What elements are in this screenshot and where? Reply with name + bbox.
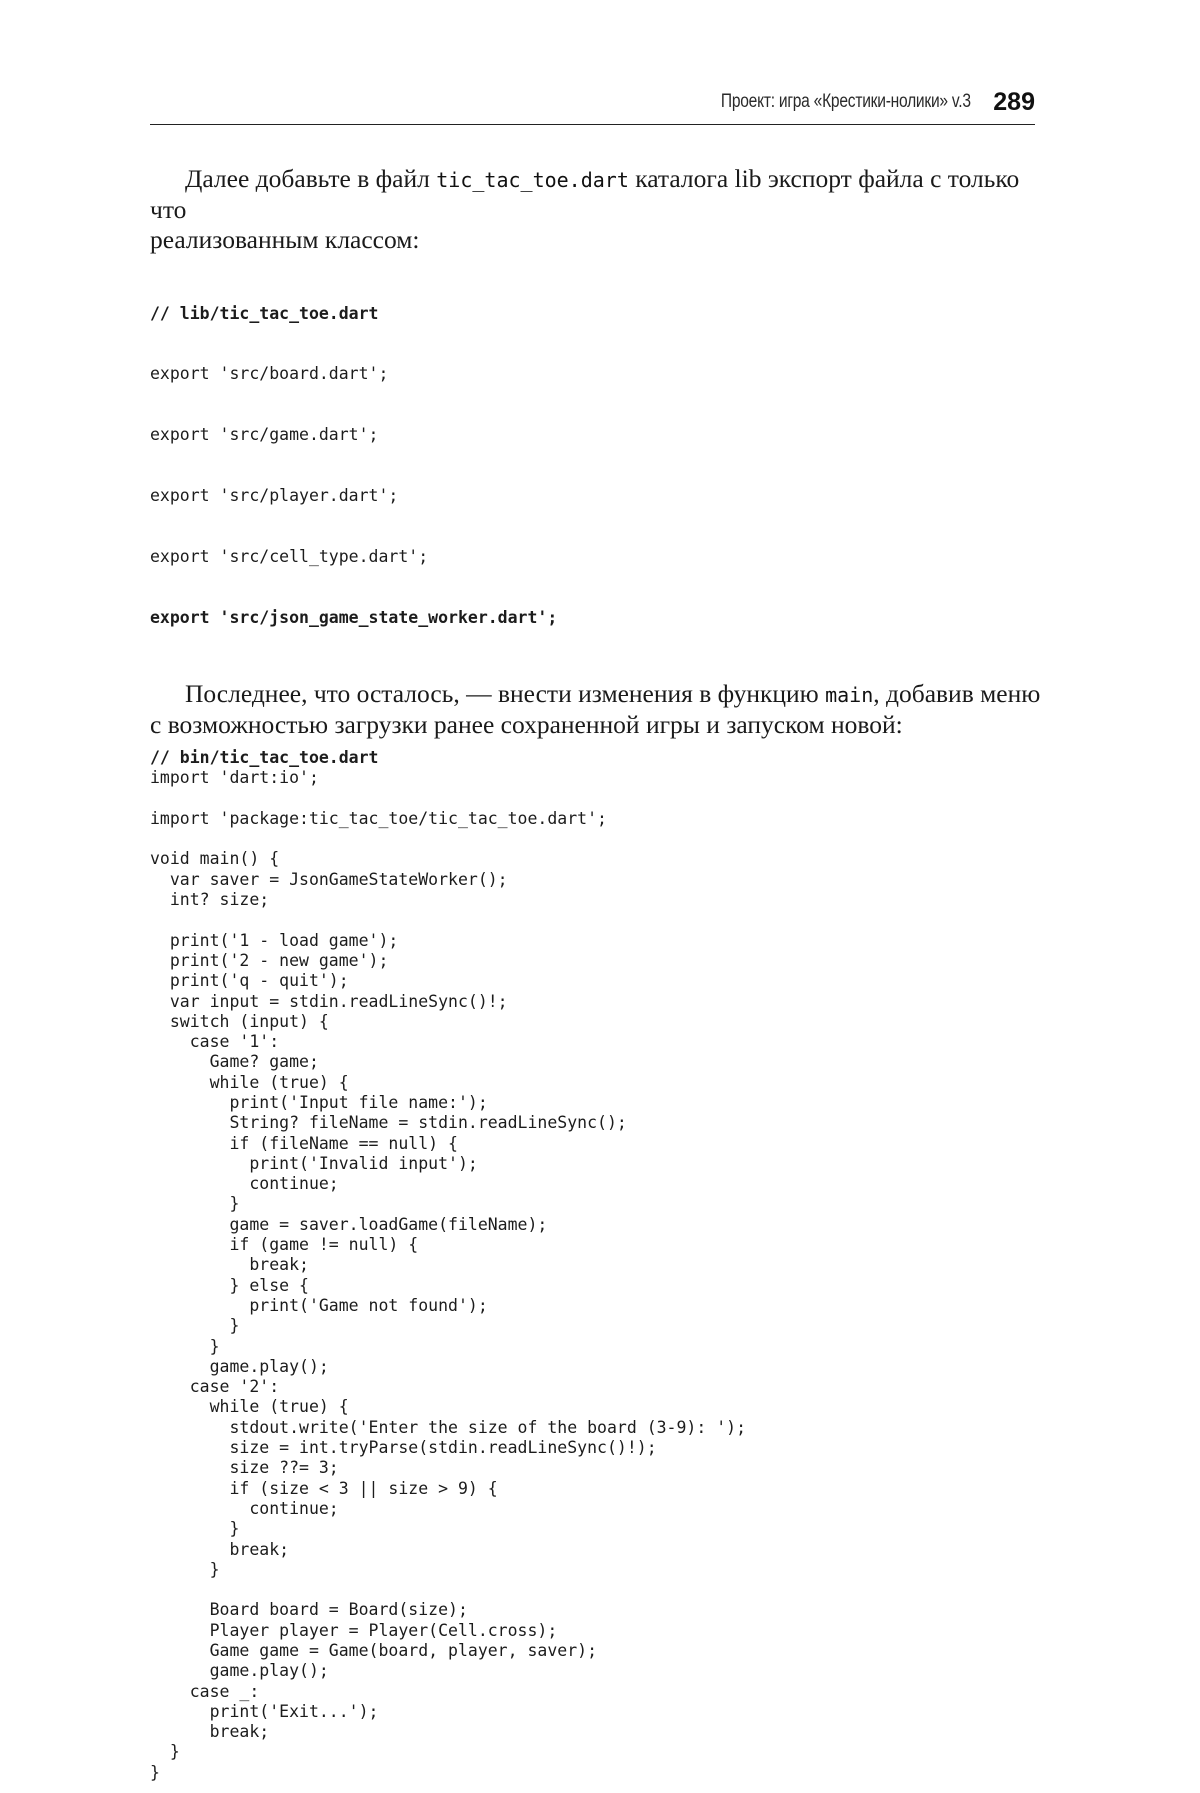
inline-code-main: main — [825, 682, 874, 707]
code-line — [150, 1580, 1045, 1600]
code-line: Board board = Board(size); — [150, 1600, 468, 1620]
code-line: } else { — [150, 1275, 309, 1295]
code-line: print('1 - load game'); — [150, 930, 399, 950]
code-line: print('Invalid input'); — [150, 1153, 478, 1173]
code-line: export 'src/board.dart'; — [150, 364, 389, 384]
running-header — [150, 80, 1035, 125]
code-line: import 'dart:io'; — [150, 768, 319, 788]
code-line: print('q - quit'); — [150, 971, 349, 991]
code-line: if (game != null) { — [150, 1235, 419, 1255]
code-line: size = int.tryParse(stdin.readLineSync()!); — [150, 1438, 657, 1458]
code-line: void main() { — [150, 849, 280, 869]
code-line: var saver = JsonGameStateWorker(); — [150, 869, 508, 889]
text-run: Далее добавьте в файл — [185, 164, 437, 193]
code-line: } — [150, 1316, 240, 1336]
code-line: Game? game; — [150, 1052, 319, 1072]
code-line: while (true) { — [150, 1072, 349, 1092]
paragraph-export-intro — [150, 164, 1045, 255]
code-line: } — [150, 1336, 220, 1356]
code-line: case '2': — [150, 1377, 280, 1397]
code-line: continue; — [150, 1174, 339, 1194]
code-line: break; — [150, 1255, 309, 1275]
code-line — [150, 789, 1045, 809]
code-comment-filename: // bin/tic_tac_toe.dart — [150, 747, 379, 767]
code-line: if (size < 3 || size > 9) { — [150, 1478, 498, 1498]
code-line: export 'src/game.dart'; — [150, 425, 379, 445]
code-line — [150, 829, 1045, 849]
code-line: } — [150, 1742, 180, 1762]
code-line: Player player = Player(Cell.cross); — [150, 1620, 558, 1640]
code-comment-filename: // lib/tic_tac_toe.dart — [150, 303, 379, 323]
code-line: if (fileName == null) { — [150, 1133, 458, 1153]
code-line: Game game = Game(board, player, saver); — [150, 1641, 598, 1660]
code-line: break; — [150, 1539, 290, 1559]
paragraph-line: с возможностью загрузки ранее сохраненной игры и запуском новой: — [150, 709, 903, 739]
code-line: switch (input) { — [150, 1011, 329, 1031]
code-line: case '1': — [150, 1032, 280, 1052]
code-line: export 'src/player.dart'; — [150, 486, 399, 506]
code-line — [150, 910, 1045, 930]
code-line: while (true) { — [150, 1397, 349, 1417]
code-line: print('Exit...'); — [150, 1701, 379, 1721]
running-title: Проект: игра «Крестики-нолики» v.3 — [721, 91, 972, 112]
code-line: size ??= 3; — [150, 1458, 339, 1478]
inline-code-filename: tic_tac_toe.dart — [436, 168, 629, 192]
code-line: print('Input file name:'); — [150, 1092, 488, 1112]
code-line: var input = stdin.readLineSync()!; — [150, 991, 508, 1011]
text-run: каталога lib экспорт файла с только что — [150, 164, 1020, 224]
page-content — [150, 164, 1045, 1793]
code-line: break; — [150, 1722, 270, 1742]
code-line: import 'package:tic_tac_toe/tic_tac_toe.dart'; — [150, 808, 607, 828]
code-line: game.play(); — [150, 1356, 329, 1376]
code-line: stdout.write('Enter the size of the board (3-9): '); — [150, 1417, 747, 1437]
code-line: game.play(); — [150, 1661, 329, 1681]
paragraph-line: реализованным классом: — [150, 225, 420, 254]
code-line: } — [150, 1194, 240, 1214]
code-line-highlighted: export 'src/json_game_state_worker.dart'; — [150, 608, 558, 628]
paragraph-line — [150, 164, 1019, 224]
code-line: } — [150, 1762, 160, 1782]
paragraph-line — [150, 679, 1040, 708]
code-line: } — [150, 1559, 220, 1579]
code-line: continue; — [150, 1498, 339, 1518]
code-listing-bin — [150, 748, 1045, 1783]
page-number: 289 — [993, 87, 1035, 116]
code-line: game = saver.loadGame(fileName); — [150, 1214, 548, 1234]
code-line: print('2 - new game'); — [150, 950, 389, 970]
code-line: String? fileName = stdin.readLineSync(); — [150, 1113, 627, 1133]
paragraph-main-intro — [150, 679, 1045, 740]
text-run: Последнее, что осталось, — внести изменения в функцию — [185, 678, 826, 708]
code-line: case _: — [150, 1681, 260, 1701]
code-line: print('Game not found'); — [150, 1295, 488, 1315]
text-run: , добавив меню — [873, 678, 1041, 708]
code-line: } — [150, 1519, 240, 1539]
code-line: int? size; — [150, 890, 270, 910]
code-line: export 'src/cell_type.dart'; — [150, 547, 429, 567]
code-listing-lib — [150, 263, 1045, 669]
